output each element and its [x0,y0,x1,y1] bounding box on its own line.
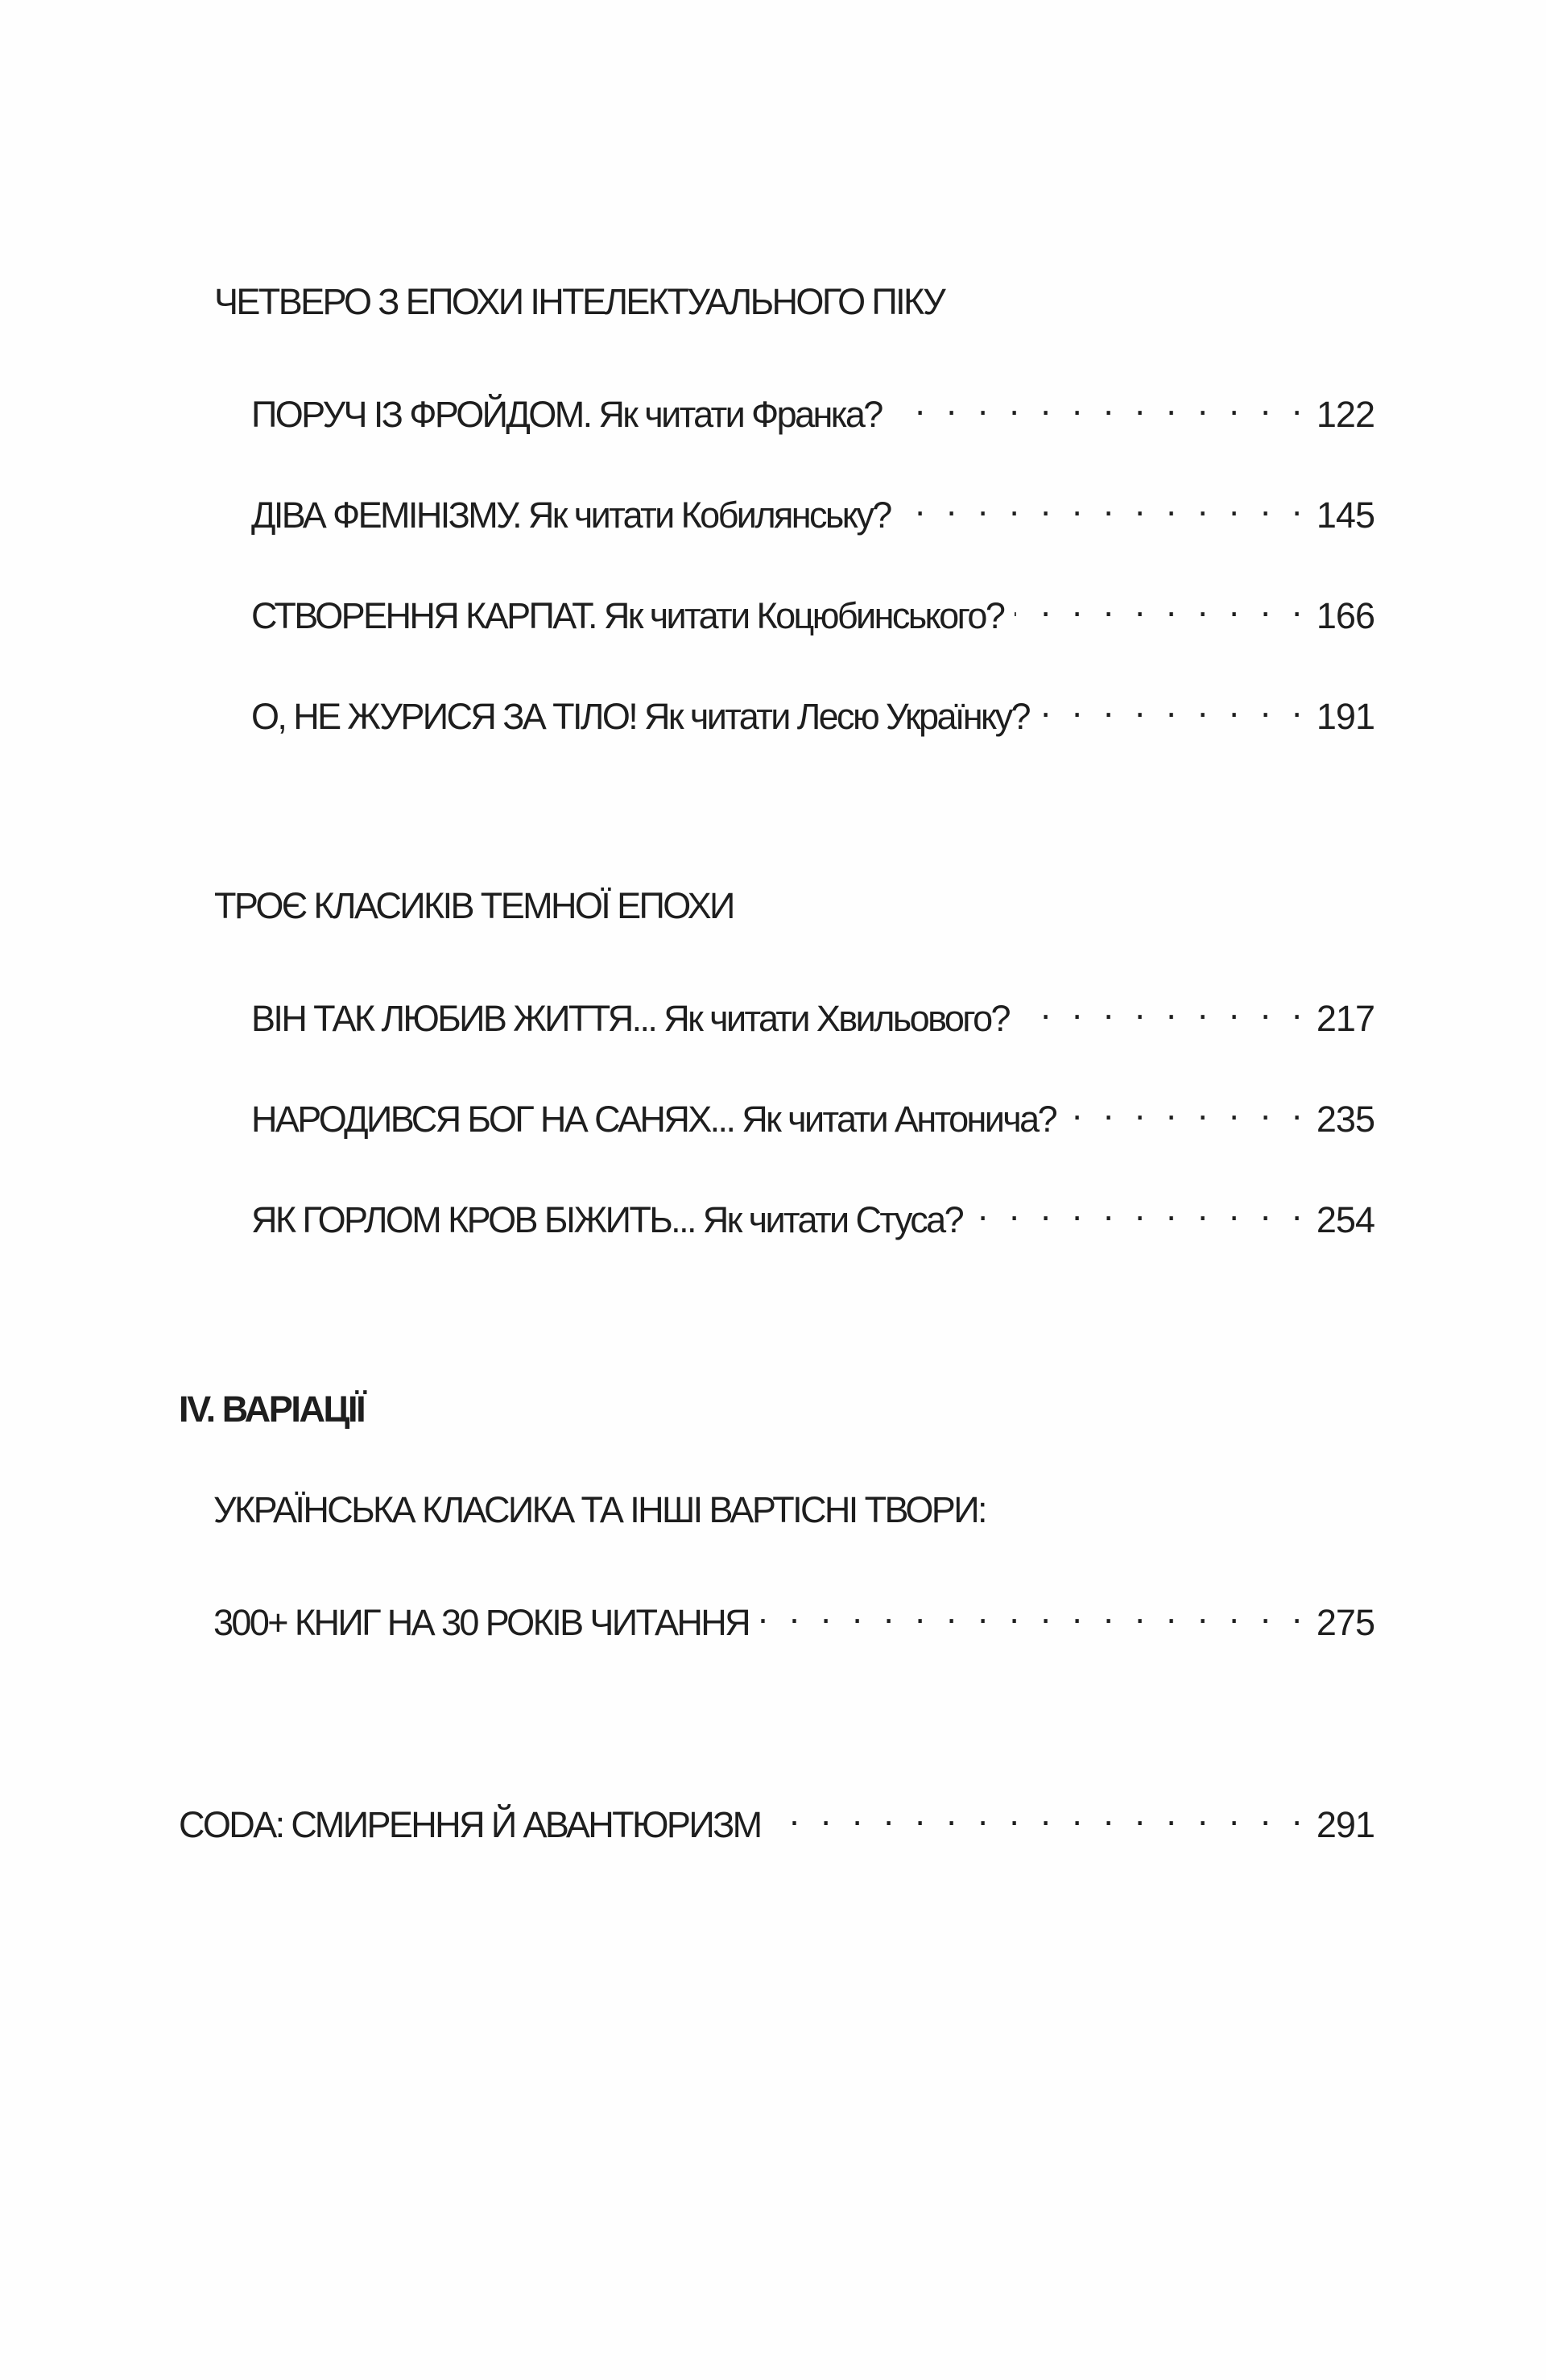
toc-entry-title: ПОРУЧ ІЗ ФРОЙДОМ. Як читати Франка? [251,394,882,435]
dot-leader [1015,580,1302,628]
toc-entry-page: 122 [1316,394,1374,435]
toc-entry-page: 275 [1316,1602,1374,1643]
toc-entry-page: 291 [1316,1804,1374,1845]
toc-entry-antonych[interactable] [251,1083,1374,1140]
section-heading-dark-era [214,882,734,930]
toc-entry-page: 235 [1316,1099,1374,1140]
toc-entry-franko[interactable] [251,379,1374,435]
dot-leader [760,1587,1302,1635]
toc-entry-page: 191 [1316,696,1374,737]
toc-entry-kobylianska[interactable] [251,479,1374,536]
dot-leader [1020,983,1302,1031]
dot-leader [893,379,1302,427]
dot-leader [973,1184,1302,1232]
toc-entry-coda[interactable] [179,1789,1374,1845]
toc-entry-title: CODA: СМИРЕННЯ Й АВАНТЮРИЗМ [179,1804,761,1845]
section-heading-intellectual-peak [214,278,944,326]
subheading-text: УКРАЇНСЬКА КЛАСИКА ТА ІНШІ ВАРТІСНІ ТВОРИ: [213,1489,986,1530]
dot-leader [1067,1083,1302,1132]
toc-entry-300-books[interactable] [213,1587,1374,1643]
dot-leader [902,479,1302,528]
toc-entry-title: 300+ КНИГ НА 30 РОКІВ ЧИТАННЯ [213,1602,750,1643]
toc-entry-title: ДІВА ФЕМІНІЗМУ. Як читати Кобилянську? [251,495,891,536]
toc-entry-title: ВІН ТАК ЛЮБИВ ЖИТТЯ... Як читати Хвильового? [251,998,1009,1039]
dot-leader [772,1789,1302,1837]
dot-leader [1040,681,1302,729]
toc-entry-lesia-ukrainka[interactable] [251,681,1374,737]
toc-entry-title: ЯК ГОРЛОМ КРОВ БІЖИТЬ... Як читати Стуса? [251,1199,963,1240]
toc-entry-page: 217 [1316,998,1374,1039]
toc-entry-title: СТВОРЕННЯ КАРПАТ. Як читати Коцюбинського? [251,595,1004,636]
toc-entry-kotsiubynsky[interactable] [251,580,1374,636]
part-iv-subheading [213,1486,986,1534]
section-heading-text: ТРОЄ КЛАСИКІВ ТЕМНОЇ ЕПОХИ [214,885,734,926]
section-heading-text: ЧЕТВЕРО З ЕПОХИ ІНТЕЛЕКТУАЛЬНОГО ПІКУ [214,281,945,322]
toc-entry-title: НАРОДИВСЯ БОГ НА САНЯХ... Як читати Антонича? [251,1099,1056,1140]
toc-entry-page: 166 [1316,595,1374,636]
toc-entry-khvylovy[interactable] [251,983,1374,1039]
part-heading-text: IV. ВАРІАЦІЇ [179,1389,365,1430]
toc-entry-page: 145 [1316,495,1374,536]
toc-entry-stus[interactable] [251,1184,1374,1240]
toc-entry-page: 254 [1316,1199,1374,1240]
part-heading-variations [179,1385,364,1434]
toc-entry-title: О, НЕ ЖУРИСЯ ЗА ТІЛО! Як читати Лесю Українку? [251,696,1029,737]
